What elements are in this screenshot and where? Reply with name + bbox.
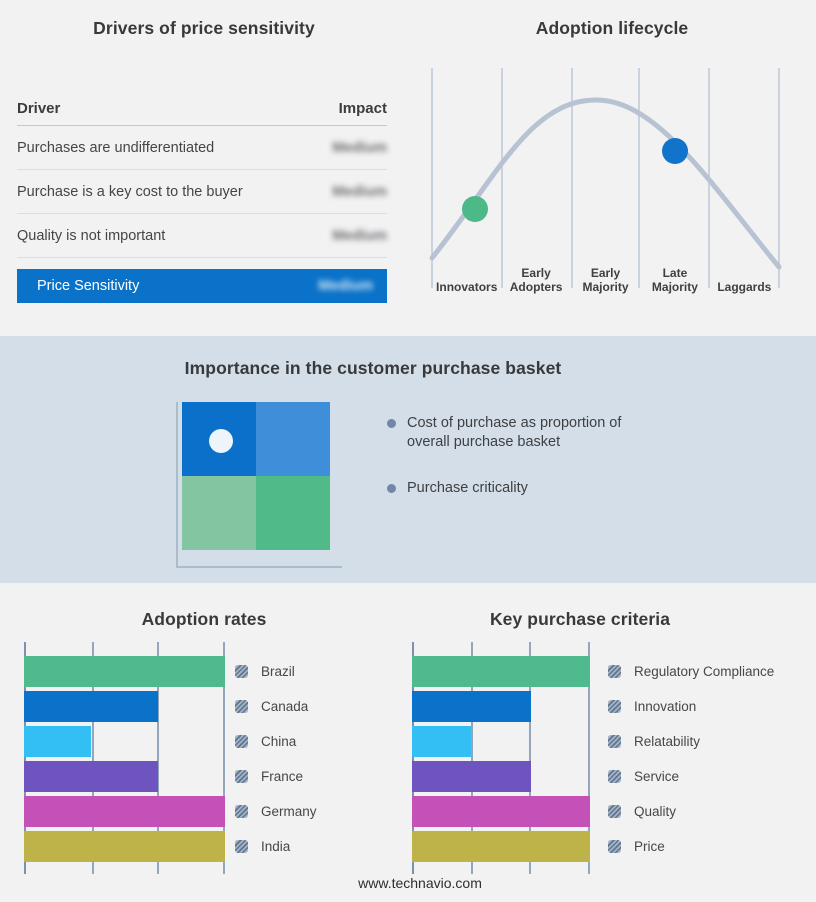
legend-label: Brazil (261, 664, 295, 679)
legend-item (235, 726, 317, 757)
stage-label-late-majority: Late Majority (651, 266, 698, 295)
bullet-icon (387, 419, 396, 428)
hatch-swatch-icon (235, 770, 248, 783)
impact-cell-blurred: Medium (332, 227, 387, 244)
table-row (17, 214, 387, 258)
bullet-text: Purchase criticality (407, 480, 528, 497)
innovators-stage-marker (462, 196, 488, 222)
stage-label-early-majority: Early Majority (582, 266, 629, 295)
table-row (17, 126, 387, 170)
stage-label-innovators: Innovators (436, 280, 498, 295)
bar-quality (412, 796, 590, 827)
list-item (387, 414, 659, 452)
hatch-swatch-icon (235, 805, 248, 818)
hatch-swatch-icon (608, 840, 621, 853)
hatch-swatch-icon (235, 700, 248, 713)
bell-curve-line (432, 100, 779, 267)
legend-item (608, 761, 774, 792)
adoption-rates-chart (0, 607, 408, 870)
basket-body (0, 402, 816, 568)
legend-label: France (261, 769, 304, 784)
key-purchase-criteria-legend (608, 642, 774, 874)
legend-label: China (261, 734, 297, 749)
bar-france (24, 761, 158, 792)
key-purchase-criteria-chart (408, 607, 816, 870)
quadrant-top-right (256, 402, 330, 476)
legend-label: Relatability (634, 734, 701, 749)
quadrant-position-dot (209, 429, 233, 453)
hatch-swatch-icon (235, 840, 248, 853)
hatch-swatch-icon (608, 735, 621, 748)
bottom-section (0, 583, 816, 870)
legend-label: Price (634, 839, 665, 854)
bar-india (24, 831, 225, 862)
hatch-swatch-icon (235, 735, 248, 748)
impact-cell-blurred: Medium (318, 278, 373, 294)
table-row (17, 170, 387, 214)
driver-cell: Price Sensitivity (37, 278, 140, 294)
bell-curve-svg (408, 60, 816, 295)
legend-label: Innovation (634, 699, 697, 714)
legend-item (235, 691, 317, 722)
bar-regulatory-compliance (412, 656, 590, 687)
legend-item (608, 691, 774, 722)
bar-germany (24, 796, 225, 827)
hatch-swatch-icon (608, 665, 621, 678)
bar-service (412, 761, 531, 792)
bar-china (24, 726, 91, 757)
key-purchase-criteria-title: Key purchase criteria (489, 609, 671, 629)
legend-item (235, 761, 317, 792)
driver-cell: Quality is not important (17, 227, 166, 244)
legend-label: Service (634, 769, 680, 784)
bullet-icon (387, 484, 396, 493)
driver-cell: Purchases are undifferentiated (17, 139, 215, 156)
hatch-swatch-icon (235, 665, 248, 678)
legend-label: Regulatory Compliance (634, 664, 775, 679)
legend-item (235, 656, 317, 687)
adoption-rates-title: Adoption rates (141, 609, 267, 629)
table-header (17, 92, 387, 126)
stage-label-laggards: Laggards (717, 280, 772, 295)
legend-item (608, 831, 774, 862)
lifecycle-stage-labels (432, 267, 779, 295)
basket-title: Importance in the customer purchase basket (184, 358, 562, 378)
legend-label: Quality (634, 804, 677, 819)
hatch-swatch-icon (608, 700, 621, 713)
top-section (0, 0, 816, 336)
late-majority-stage-marker (662, 138, 688, 164)
hatch-swatch-icon (608, 770, 621, 783)
bullet-text: Cost of purchase as proportion of overall purchase basket (407, 415, 622, 451)
legend-item (235, 831, 317, 862)
stage-label-early-adopters: Early Adopters (509, 266, 563, 295)
legend-label: Germany (261, 804, 317, 819)
legend-item (608, 656, 774, 687)
legend-item (608, 726, 774, 757)
list-item (387, 479, 659, 498)
drivers-panel (0, 0, 408, 336)
impact-cell-blurred: Medium (332, 183, 387, 200)
price-sensitivity-highlight-row (17, 269, 387, 303)
bar-relatability (412, 726, 471, 757)
legend-item (235, 796, 317, 827)
drivers-title: Drivers of price sensitivity (93, 18, 315, 38)
lifecycle-title: Adoption lifecycle (535, 18, 689, 38)
legend-label: Canada (261, 699, 309, 714)
driver-cell: Purchase is a key cost to the buyer (17, 183, 243, 200)
quadrant-bottom-left (182, 476, 256, 550)
impact-column-header: Impact (338, 100, 387, 117)
quadrant-frame (176, 402, 342, 568)
impact-cell-blurred: Medium (332, 139, 387, 156)
legend-label: India (261, 839, 291, 854)
adoption-rates-legend (235, 642, 317, 874)
key-purchase-criteria-plot (412, 642, 590, 874)
bar-canada (24, 691, 158, 722)
adoption-rates-plot (24, 642, 225, 874)
footer-url: www.technavio.com (358, 875, 482, 891)
basket-section (0, 336, 816, 583)
quadrant-matrix (182, 402, 330, 550)
lifecycle-chart (408, 60, 816, 295)
basket-bullet-list (387, 414, 659, 568)
drivers-table (17, 92, 387, 303)
hatch-swatch-icon (608, 805, 621, 818)
legend-item (608, 796, 774, 827)
quadrant-bottom-right (256, 476, 330, 550)
bar-brazil (24, 656, 225, 687)
bar-price (412, 831, 590, 862)
driver-column-header: Driver (17, 100, 61, 117)
lifecycle-panel (408, 0, 816, 336)
bar-innovation (412, 691, 531, 722)
